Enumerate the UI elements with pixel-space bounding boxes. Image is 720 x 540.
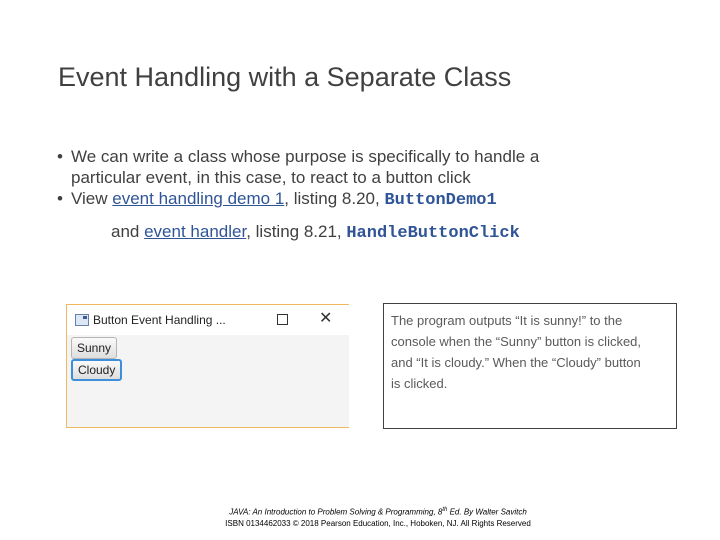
bullet2-mid2: , listing 8.21, <box>246 222 347 241</box>
cloudy-button[interactable]: Cloudy <box>71 359 122 381</box>
app-window-icon <box>75 314 89 326</box>
footer-copyright: ISBN 0134462033 © 2018 Pearson Education, Inc., Hoboken, NJ. All Rights Reserved <box>225 519 531 528</box>
slide-title: Event Handling with a Separate Class <box>58 62 512 92</box>
bullet-text-line1: We can write a class whose purpose is specifically to handle a <box>71 147 540 166</box>
bullet-item <box>57 146 667 188</box>
footer-book-title: JAVA: An Introduction to Problem Solving & Programming, 8 <box>229 507 443 517</box>
event-handling-demo-link[interactable]: event handling demo 1 <box>112 189 285 208</box>
footer-author: Ed. By Walter Savitch <box>447 507 527 517</box>
bullet-dot: • <box>57 147 63 166</box>
bullet2-prefix: View <box>71 189 113 208</box>
output-description-box <box>383 303 677 429</box>
footer-edition-sup: th <box>442 507 448 513</box>
event-handler-link[interactable]: event handler <box>144 222 247 241</box>
bullet2-mid1: , listing 8.20, <box>284 189 385 208</box>
output-description-text: The program outputs “It is sunny!” to the console when the “Sunny” button is clicked, and “It is cloudy.” When the “Cloudy” button is clicked. <box>391 313 642 391</box>
bullet-text-line2: particular event, in this case, to react to a button click <box>71 168 471 187</box>
footer-citation <box>0 507 720 517</box>
code-button-demo1: ButtonDemo1 <box>384 191 497 210</box>
bullet-list <box>57 146 667 245</box>
bullet-continuation <box>57 221 667 245</box>
window-titlebar <box>67 305 349 335</box>
button-demo-window-screenshot <box>66 304 349 428</box>
maximize-icon[interactable] <box>277 314 288 325</box>
window-title: Button Event Handling ... <box>93 313 226 327</box>
bullet-item <box>57 188 667 211</box>
code-handle-button-click: HandleButtonClick <box>346 224 520 243</box>
bullet2-prefix2: and <box>111 222 145 241</box>
sunny-button[interactable]: Sunny <box>71 337 117 359</box>
close-icon[interactable]: ✕ <box>319 310 333 327</box>
bullet-dot: • <box>57 189 63 208</box>
